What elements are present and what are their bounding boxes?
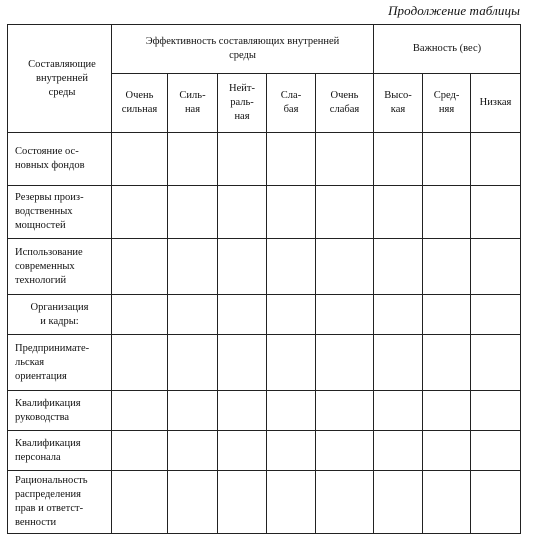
empty-cell: [168, 431, 218, 471]
empty-cell: [267, 335, 316, 391]
column-header-line: ная: [184, 104, 201, 115]
column-header-line: Силь-: [179, 90, 206, 101]
column-header-line: ная: [234, 111, 250, 122]
internal-environment-table: [7, 24, 521, 534]
row-label-line: Использование: [15, 246, 83, 258]
header-internal-components: [8, 25, 112, 133]
column-header-line: Сла-: [280, 90, 302, 101]
column-header-line: Очень: [330, 90, 359, 101]
row-label-line: Квалификация: [15, 437, 81, 449]
row-label-line: Организация: [30, 301, 89, 313]
row-label-line: и кадры:: [40, 315, 79, 327]
table-section-row: [8, 295, 521, 335]
empty-cell: [423, 471, 471, 534]
empty-cell: [267, 471, 316, 534]
empty-cell: [168, 335, 218, 391]
empty-cell: [471, 431, 521, 471]
column-header-importance-1: [374, 74, 423, 133]
row-label: [8, 186, 112, 239]
empty-cell: [374, 295, 423, 335]
column-header-line: кая: [390, 104, 406, 115]
row-label-line: руководства: [15, 411, 70, 423]
column-header-line: сильная: [121, 104, 158, 115]
empty-cell: [218, 391, 267, 431]
empty-cell: [267, 186, 316, 239]
empty-cell: [374, 239, 423, 295]
header-effectiveness-group: [112, 25, 374, 74]
header-line: среды: [48, 86, 76, 98]
header-line: Эффективность составляющих внутренней: [145, 36, 340, 47]
empty-cell: [112, 186, 168, 239]
header-importance-group: [374, 25, 521, 74]
column-header-line: бая: [283, 104, 299, 115]
empty-cell: [316, 186, 374, 239]
row-label: [8, 471, 112, 534]
empty-cell: [267, 133, 316, 186]
empty-cell: [168, 186, 218, 239]
header-line: среды: [229, 50, 256, 61]
empty-cell: [471, 335, 521, 391]
column-header-line: раль-: [230, 97, 254, 108]
column-header-importance-3: [471, 74, 521, 133]
column-header-line: слабая: [329, 104, 360, 115]
row-label-line: прав и ответст-: [15, 503, 84, 514]
empty-cell: [316, 471, 374, 534]
empty-cell: [423, 335, 471, 391]
empty-cell: [374, 133, 423, 186]
row-label-line: ориентация: [15, 370, 67, 382]
empty-cell: [316, 133, 374, 186]
column-header-effectiveness-4: [267, 74, 316, 133]
column-header-line: няя: [438, 104, 455, 115]
row-label-line: новных фондов: [15, 160, 85, 171]
empty-cell: [112, 431, 168, 471]
row-label: [8, 391, 112, 431]
row-label: [8, 239, 112, 295]
table-row: [8, 391, 521, 431]
empty-cell: [168, 295, 218, 335]
empty-cell: [112, 133, 168, 186]
table-row: [8, 133, 521, 186]
empty-cell: [168, 133, 218, 186]
empty-cell: [316, 391, 374, 431]
empty-cell: [471, 133, 521, 186]
empty-cell: [267, 239, 316, 295]
empty-cell: [316, 335, 374, 391]
empty-cell: [112, 471, 168, 534]
column-header-effectiveness-3: [218, 74, 267, 133]
row-label-line: современных: [15, 260, 75, 272]
row-label: [8, 133, 112, 186]
empty-cell: [423, 133, 471, 186]
table-row: [8, 335, 521, 391]
column-header-effectiveness-5: [316, 74, 374, 133]
empty-cell: [112, 391, 168, 431]
empty-cell: [423, 295, 471, 335]
empty-cell: [471, 471, 521, 534]
column-header-effectiveness-2: [168, 74, 218, 133]
empty-cell: [374, 391, 423, 431]
empty-cell: [316, 431, 374, 471]
column-header-line: Высо-: [384, 90, 412, 101]
empty-cell: [218, 295, 267, 335]
header-line: Важность (вес): [412, 43, 482, 54]
empty-cell: [112, 295, 168, 335]
empty-cell: [374, 335, 423, 391]
row-label-line: Предпринимате-: [15, 342, 90, 354]
table-row: [8, 471, 521, 534]
table-header: [8, 25, 521, 133]
empty-cell: [168, 391, 218, 431]
table-continuation-caption: Продолжение таблицы: [388, 3, 520, 18]
empty-cell: [218, 471, 267, 534]
empty-cell: [423, 239, 471, 295]
row-label-line: венности: [15, 517, 57, 528]
column-header-importance-2: [423, 74, 471, 133]
table-row: [8, 186, 521, 239]
table-body: [8, 133, 521, 534]
empty-cell: [218, 133, 267, 186]
empty-cell: [218, 186, 267, 239]
empty-cell: [471, 186, 521, 239]
row-label-line: Рациональность: [15, 475, 88, 486]
column-header-line: Нейт-: [229, 83, 255, 94]
empty-cell: [471, 391, 521, 431]
empty-cell: [267, 431, 316, 471]
row-label-line: распределения: [15, 489, 81, 500]
empty-cell: [423, 391, 471, 431]
column-header-effectiveness-1: [112, 74, 168, 133]
empty-cell: [374, 186, 423, 239]
section-label: [8, 295, 112, 335]
header-line: Составляющие: [28, 58, 96, 70]
column-header-line: Низкая: [479, 97, 512, 108]
row-label-line: водственных: [15, 206, 73, 217]
table-row: [8, 239, 521, 295]
column-header-line: Очень: [125, 90, 154, 101]
row-label: [8, 431, 112, 471]
empty-cell: [471, 239, 521, 295]
row-label-line: льская: [15, 356, 45, 368]
table-row: [8, 431, 521, 471]
empty-cell: [112, 239, 168, 295]
empty-cell: [218, 239, 267, 295]
row-label-line: Состояние ос-: [15, 146, 79, 157]
empty-cell: [423, 186, 471, 239]
empty-cell: [168, 239, 218, 295]
row-label: [8, 335, 112, 391]
empty-cell: [267, 391, 316, 431]
empty-cell: [218, 335, 267, 391]
row-label-line: Резервы произ-: [15, 192, 84, 203]
empty-cell: [471, 295, 521, 335]
empty-cell: [267, 295, 316, 335]
empty-cell: [374, 471, 423, 534]
empty-cell: [168, 471, 218, 534]
row-label-line: мощностей: [15, 220, 66, 231]
empty-cell: [316, 295, 374, 335]
header-row-groups: [8, 25, 521, 74]
empty-cell: [218, 431, 267, 471]
header-line: внутренней: [36, 72, 88, 84]
empty-cell: [423, 431, 471, 471]
column-header-line: Сред-: [433, 90, 460, 101]
row-label-line: Квалификация: [15, 397, 81, 409]
row-label-line: технологий: [15, 274, 67, 286]
empty-cell: [112, 335, 168, 391]
empty-cell: [374, 431, 423, 471]
row-label-line: персонала: [15, 451, 61, 463]
empty-cell: [316, 239, 374, 295]
